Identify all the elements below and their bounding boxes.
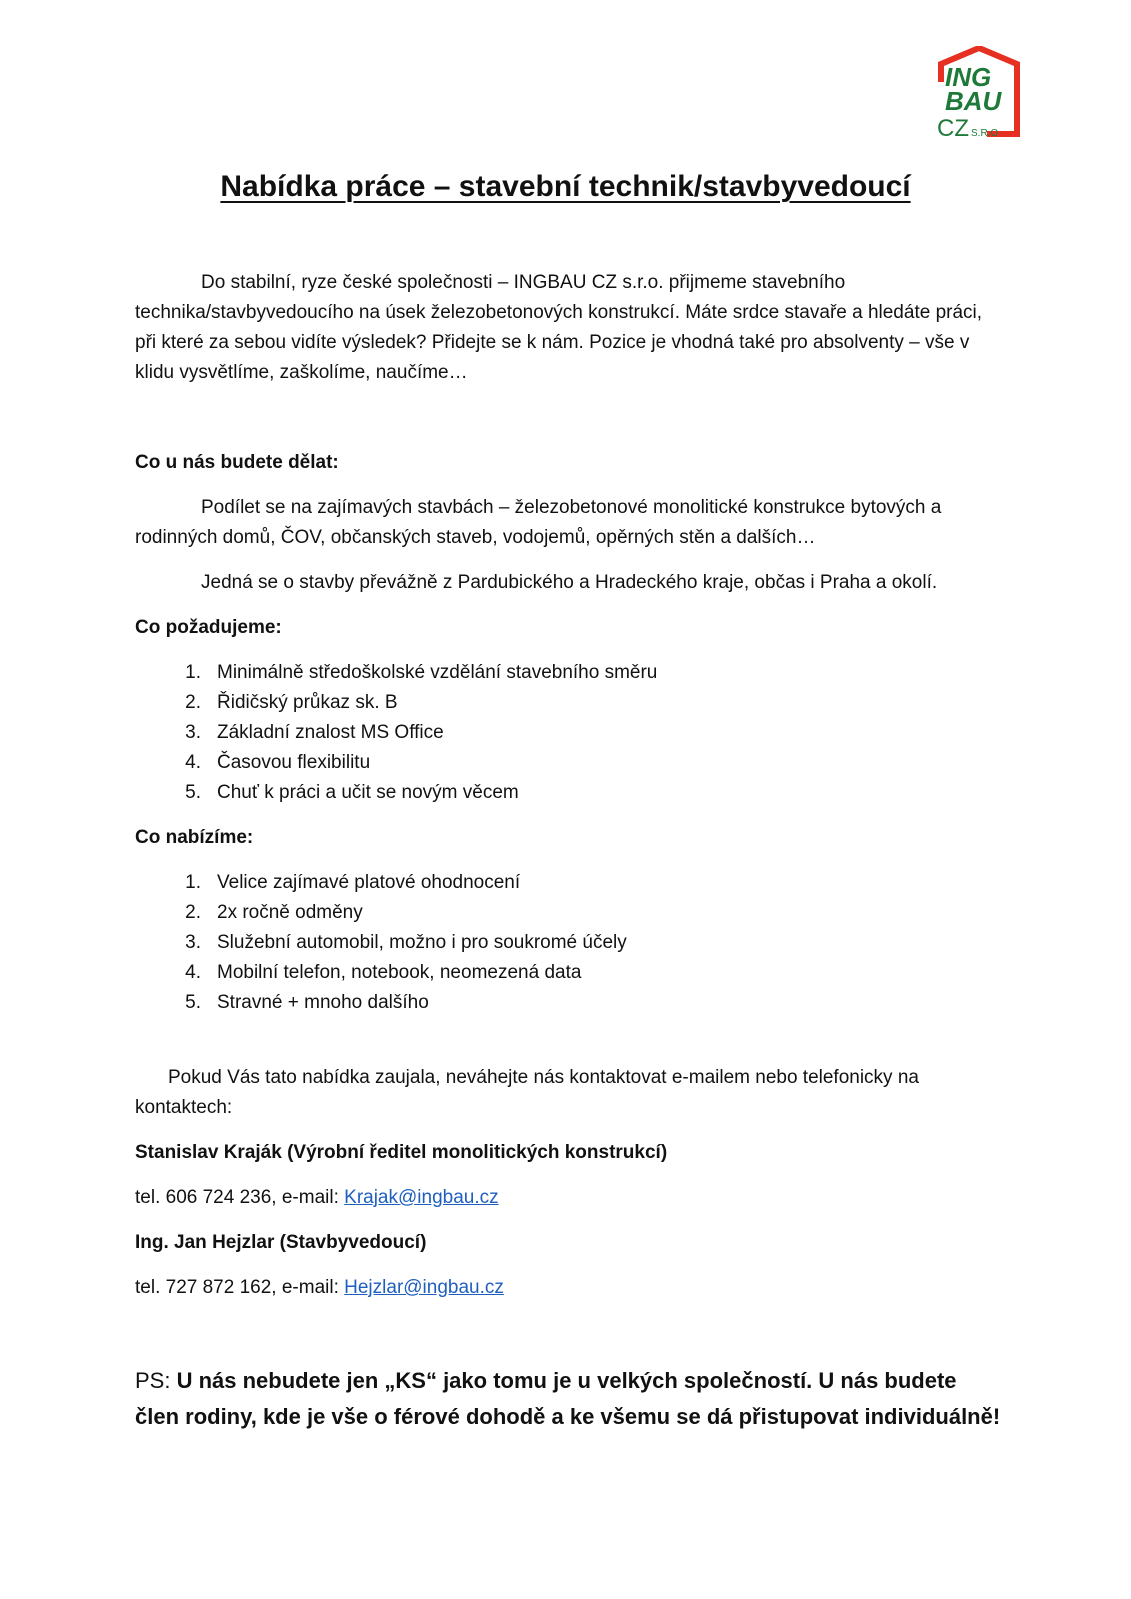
requirements-list [135,658,1005,808]
ps-note [135,1363,1005,1435]
list-item-text: Stravné + mnoho dalšího [217,992,429,1013]
contact-line-hejzlar [135,1273,1005,1303]
list-item-number: 5. [185,992,201,1013]
list-item-number: 4. [185,962,201,983]
document-body [135,268,1005,1435]
contact-phone: tel. 606 724 236, e-mail: [135,1187,345,1208]
logo-line-2: BAU [945,86,1002,116]
contact-line-krajak [135,1183,1005,1213]
work-paragraph-1: Podílet se na zajímavých stavbách – železobetonové monolitické konstrukce bytových a rodinných domů, ČOV, občanských staveb, vodojemů, opěrných stěn a dalších… [135,497,942,548]
contact-intro: Pokud Vás tato nabídka zaujala, neváhejte nás kontaktovat e-mailem nebo telefonicky na kontaktech: [135,1067,919,1118]
list-item [135,898,1005,928]
ingbau-logo-icon [937,46,1021,142]
list-item-text: Služební automobil, možno i pro soukromé účely [217,932,627,953]
list-item [135,958,1005,988]
list-item [135,778,1005,808]
logo-line-1: ING [945,62,992,92]
work-paragraph-2: Jedná se o stavby převážně z Pardubického a Hradeckého kraje, občas i Praha a okolí. [201,572,938,593]
list-item-text: Mobilní telefon, notebook, neomezená data [217,962,582,983]
company-logo [937,46,1021,142]
list-item-text: Řidičský průkaz sk. B [217,692,398,713]
list-item [135,688,1005,718]
list-item-text: Základní znalost MS Office [217,722,444,743]
offer-list [135,868,1005,1018]
list-item [135,988,1005,1018]
list-item [135,928,1005,958]
email-link-krajak[interactable]: Krajak@ingbau.cz [344,1187,499,1208]
list-item [135,748,1005,778]
list-item [135,868,1005,898]
list-item-text: Minimálně středoškolské vzdělání stavebního směru [217,662,658,683]
list-item-text: Velice zajímavé platové ohodnocení [217,872,521,893]
page-title [0,170,1131,204]
page-title-text: Nabídka práce – stavební technik/stavbyvedoucí [220,170,911,203]
list-item [135,658,1005,688]
contact-phone: tel. 727 872 162, e-mail: [135,1277,345,1298]
requirements-heading: Co požadujeme: [135,617,282,638]
list-item-number: 1. [185,872,201,893]
list-item-number: 3. [185,932,201,953]
email-link-hejzlar[interactable]: Hejzlar@ingbau.cz [344,1277,504,1298]
ps-text: U nás nebudete jen „KS“ jako tomu je u velkých společností. U nás budete člen rodiny, kde je vše o férové dohodě a ke všemu se dá přistupovat individuálně! [135,1368,1001,1429]
logo-line-3: CZ [937,115,969,142]
list-item-number: 4. [185,752,201,773]
list-item-text: Časovou flexibilitu [217,752,371,773]
intro-paragraph: Do stabilní, ryze české společnosti – INGBAU CZ s.r.o. přijmeme stavebního technika/stavbyvedoucího na úsek železobetonových konstrukcí. Máte srdce stavaře a hledáte práci, při které za sebou vidíte výsledek? Přidejte se k nám. Pozice je vhodná také pro absolventy – vše v klidu vysvětlíme, zaškolíme, naučíme… [135,272,983,383]
contact-name-hejzlar: Ing. Jan Hejzlar (Stavbyvedoucí) [135,1232,427,1253]
work-heading: Co u nás budete dělat: [135,452,339,473]
list-item-text: Chuť k práci a učit se novým věcem [217,782,519,803]
list-item-number: 1. [185,662,201,683]
logo-line-3-suffix: S.R.O [971,128,999,139]
list-item [135,718,1005,748]
contact-name-krajak: Stanislav Kraják (Výrobní ředitel monolitických konstrukcí) [135,1142,668,1163]
ps-prefix: PS: [135,1368,177,1393]
offer-heading: Co nabízíme: [135,827,254,848]
list-item-number: 5. [185,782,201,803]
list-item-text: 2x ročně odměny [217,902,363,923]
list-item-number: 3. [185,722,201,743]
list-item-number: 2. [185,902,201,923]
list-item-number: 2. [185,692,201,713]
